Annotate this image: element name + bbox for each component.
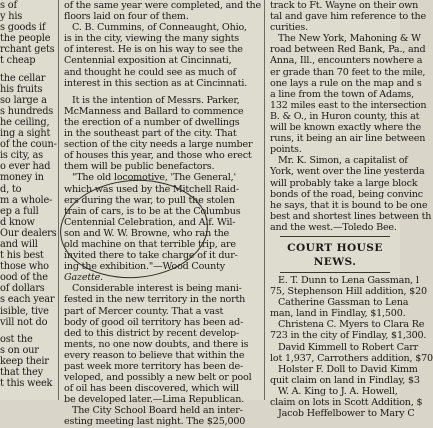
text-line: ing a sight bbox=[0, 128, 51, 140]
text-line: McManness and Ballard to commence bbox=[64, 105, 244, 117]
text-line: B. & O., in Huron county, this at bbox=[270, 110, 420, 122]
text-line: track to Ft. Wayne on their own bbox=[270, 0, 419, 11]
text-line: is city, as bbox=[0, 150, 43, 162]
text-line: old machine on that terrible trip, are bbox=[64, 238, 236, 250]
text-line: The New York, Mahoning & W bbox=[278, 33, 421, 45]
text-line: part of Mercer county. That a vast bbox=[64, 305, 224, 317]
text-line: 723 in the city of Findlay, $1,300. bbox=[270, 330, 427, 342]
text-line: the people bbox=[0, 33, 51, 45]
text-line: ood of the bbox=[0, 272, 48, 284]
text-line: son and W. W. Browne, who ran the bbox=[64, 227, 230, 239]
text-line: s of bbox=[0, 0, 17, 11]
text-line: y his bbox=[0, 11, 23, 23]
text-line: s each year bbox=[0, 294, 55, 306]
text-line: o ever had bbox=[0, 161, 51, 173]
text-line: in the southeast part of the city. That bbox=[64, 128, 237, 140]
text-line: ments, no one now doubts, and there is bbox=[64, 338, 249, 350]
text-line: interest in this section as at Cincinnati. bbox=[64, 77, 248, 89]
text-line: body of good oil territory has been ad- bbox=[64, 316, 244, 328]
left-column bbox=[0, 0, 57, 400]
text-line: road between Red Bank, Pa., and bbox=[270, 44, 426, 56]
text-line: isible, tive bbox=[0, 305, 49, 317]
text-line: the cellar bbox=[0, 72, 46, 84]
text-line: Mr. K. Simon, a capitalist of bbox=[278, 155, 408, 167]
text-line: the erection of a number of dwellings bbox=[64, 116, 240, 128]
text-line: will be known exactly where the bbox=[270, 122, 422, 134]
text-line: er grade than 70 feet to the mile, bbox=[270, 66, 426, 78]
text-line: t this week bbox=[0, 378, 53, 390]
section-heading: COURT HOUSE NEWS. bbox=[287, 241, 383, 268]
text-line: them will be public benefactors. bbox=[64, 161, 215, 173]
text-line: bonds of the road, being convinc bbox=[270, 188, 423, 200]
text-line: ded to this district by recent develop- bbox=[64, 327, 240, 339]
text-line: curities. bbox=[270, 22, 308, 34]
text-line: floors laid on four of them. bbox=[64, 11, 189, 23]
text-line: Centennial exposition at Cincinnati, bbox=[64, 55, 232, 67]
text-line: section of the city needs a large number bbox=[64, 139, 253, 151]
text-line: invited there to take charge of it dur- bbox=[64, 250, 238, 262]
text-line: which was used by the Mitchell Raid- bbox=[64, 183, 239, 195]
text-line: best and shortest lines between th bbox=[270, 210, 432, 222]
text-line: vill not do bbox=[0, 316, 48, 328]
text-line: t his best bbox=[0, 250, 44, 262]
text-line: will probably take a large block bbox=[270, 177, 418, 189]
text-line: s goods if bbox=[0, 22, 46, 34]
text-line: Our dealers bbox=[0, 227, 57, 239]
text-line: of oil has been discovered, which will bbox=[64, 383, 239, 395]
text-line: m a whole- bbox=[0, 194, 53, 206]
text-line: those who bbox=[0, 261, 49, 273]
text-line: lot 1,937, Carrothers addition, $70 bbox=[270, 352, 433, 364]
text-line: fested in the new territory in the north bbox=[64, 294, 246, 306]
text-line: and thought he could see as much of bbox=[64, 66, 237, 78]
text-line: 75, Stephenson Hill addition, $20 bbox=[270, 286, 427, 298]
text-line: s hundreds bbox=[0, 105, 54, 117]
text-line: "The old locomotive, 'The General,' bbox=[72, 172, 236, 184]
text-line: quit claim on land in Findlay, $3 bbox=[270, 374, 420, 386]
text-line: a line from the town of Adams, bbox=[270, 88, 414, 100]
text-line: of the same year were completed, and the bbox=[64, 0, 261, 11]
text-line: The City School Board held an inter- bbox=[72, 405, 243, 417]
text-line: 132 miles east to the intersection bbox=[270, 99, 427, 111]
text-line: Holster F. Doll to David Kimm bbox=[278, 363, 418, 375]
text-line: be developed later.—Lima Republican. bbox=[64, 394, 245, 406]
text-line: Centennial Celebration, and Alf. Wil- bbox=[64, 216, 236, 228]
text-line: C. B. Cummins, of Conneaught, Ohio, bbox=[72, 22, 247, 34]
text-line: that they bbox=[0, 367, 43, 378]
text-line: ep a full bbox=[0, 205, 39, 217]
text-line: train of cars, is to be at the Columbus bbox=[64, 205, 241, 217]
text-line: David Kimmell to Robert Carr bbox=[278, 341, 419, 353]
text-line: keep their bbox=[0, 355, 49, 367]
text-line: Catherine Gassman to Lena bbox=[278, 297, 409, 309]
text-line: Jacob Heffelbower to Mary C bbox=[278, 408, 415, 420]
text-line: Gazette. bbox=[64, 272, 103, 284]
text-line: of interest. He is on his way to see the bbox=[64, 44, 243, 56]
text-line: t cheap bbox=[0, 55, 36, 67]
text-line: is in the city, viewing the many sights bbox=[64, 33, 239, 45]
text-line: one lays a rule on the map and s bbox=[270, 77, 422, 89]
text-line: he says, that it is bound to be one bbox=[270, 199, 428, 211]
right-column bbox=[270, 0, 433, 420]
text-line: his fruits bbox=[0, 83, 43, 95]
text-line: d know bbox=[0, 216, 35, 228]
text-line: Christena C. Myers to Clara Re bbox=[278, 319, 425, 331]
text-line: esting meeting last night. The $25,000 bbox=[64, 416, 246, 428]
text-line: of dollars bbox=[0, 283, 45, 295]
section-divider bbox=[280, 236, 390, 237]
text-line: money in bbox=[0, 172, 44, 184]
text-line: ing the exhibition."—Wood County bbox=[64, 261, 225, 273]
column-rule bbox=[264, 0, 265, 400]
text-line: It is the intention of Messrs. Parker, bbox=[72, 94, 240, 106]
text-line: tal and gave him reference to the bbox=[270, 11, 427, 23]
text-line: ers during the war, to pull the stolen bbox=[64, 194, 235, 206]
text-line: points. bbox=[270, 144, 302, 156]
text-line: E. T. Dunn to Lena Gassman, l bbox=[278, 274, 419, 286]
text-line: s on our bbox=[0, 344, 39, 356]
text-line: ost the bbox=[0, 333, 33, 345]
text-line: Anna, Ill., encounters nowhere a bbox=[270, 55, 423, 67]
column-rule bbox=[58, 0, 59, 400]
text-line: claim on lots in Scott Addition, $ bbox=[270, 397, 423, 408]
text-line: and will bbox=[0, 238, 38, 250]
text-line: veloped, and possibly a new belt or pool bbox=[64, 372, 252, 384]
text-line: of houses this year, and those who erect bbox=[64, 150, 252, 162]
text-line: and the west.—Toledo Bee. bbox=[270, 221, 397, 233]
text-line: man, land in Findlay, $1,500. bbox=[270, 308, 406, 320]
text-line: York, went over the line yesterda bbox=[270, 166, 425, 178]
section-divider bbox=[280, 272, 390, 273]
text-line: W. A. King to J. A. Howell, bbox=[278, 385, 398, 397]
text-line: runs, it being an air line between bbox=[270, 133, 426, 145]
text-line: past week more territory has been de- bbox=[64, 361, 244, 372]
text-line: d, to bbox=[0, 183, 22, 195]
text-line: every reason to believe that within the bbox=[64, 349, 245, 361]
text-line: Considerable interest is being mani- bbox=[72, 283, 242, 295]
middle-column bbox=[64, 0, 261, 428]
text-line: he ceiling, bbox=[0, 116, 50, 128]
text-line: so large a bbox=[0, 94, 47, 106]
text-line: rchant gets bbox=[0, 44, 55, 56]
text-line: of the coun- bbox=[0, 139, 57, 151]
